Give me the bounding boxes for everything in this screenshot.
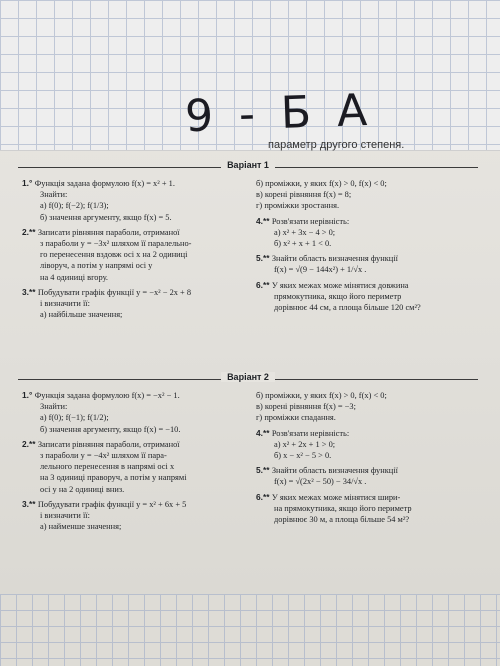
task-item: [22, 227, 250, 283]
task-item: [256, 492, 484, 526]
task-text: б) проміжки, у яких f(x) > 0, f(x) < 0;: [256, 179, 387, 188]
task-text: а) f(0); f(−2); f(1/3);: [40, 201, 109, 211]
task-text: Розв'язати нерівність:: [271, 216, 350, 226]
task-text: і визначити її:: [40, 299, 90, 309]
task-item: [256, 178, 484, 212]
task-line: [256, 216, 484, 227]
task-item: [256, 216, 484, 250]
task-number: 1.°: [22, 178, 35, 188]
task-text: Знайти:: [40, 402, 68, 412]
task-line: [256, 253, 484, 264]
task-text: Знайти:: [40, 190, 68, 200]
task-text: f(x) = √(2x² − 50) − 34/√x .: [274, 477, 367, 487]
task-line: [22, 238, 250, 249]
task-line: [256, 428, 484, 439]
task-text: б) проміжки, у яких f(x) > 0, f(x) < 0;: [256, 391, 387, 400]
task-text: а) x² + 3x − 4 > 0;: [274, 227, 336, 237]
task-text: осі y на 2 одиниці вниз.: [40, 484, 125, 494]
task-line: [22, 499, 250, 510]
task-text: а) x² + 2x + 1 > 0;: [274, 439, 336, 449]
task-item: [256, 465, 484, 487]
task-line: [22, 510, 250, 521]
task-text: і визначити її:: [40, 511, 90, 521]
task-line: [22, 260, 250, 271]
task-line: [256, 465, 484, 476]
task-item: [256, 428, 484, 462]
task-line: [22, 472, 250, 483]
task-text: f(x) = √(9 − 144x²) + 1/√x .: [274, 265, 367, 275]
notebook-paper: [0, 0, 500, 151]
task-line: [256, 200, 484, 211]
variant-1-right-column: [256, 178, 484, 317]
task-item: [256, 390, 484, 424]
task-item: [22, 287, 250, 321]
task-line: [22, 272, 250, 283]
task-line: [256, 227, 484, 238]
task-line: [22, 309, 250, 320]
task-text: прямокутника, якщо його периметр: [274, 291, 402, 301]
task-line: [22, 390, 250, 401]
task-line: [256, 189, 484, 200]
task-line: [256, 280, 484, 291]
task-number: 3.**: [22, 498, 38, 509]
task-number: 4.**: [256, 215, 272, 226]
task-number: 5.**: [256, 465, 272, 476]
task-text: лельного перенесення в напрямі осі x: [40, 462, 175, 472]
task-item: [256, 280, 484, 314]
task-number: 3.**: [22, 286, 38, 297]
task-line: [22, 401, 250, 412]
variant-1-left-column: [22, 178, 250, 324]
task-text: Знайти область визначення функції: [271, 466, 398, 476]
notebook-paper-bottom: [0, 594, 500, 666]
task-text: б) значення аргументу, якщо f(x) = −10.: [40, 424, 181, 434]
task-line: [256, 503, 484, 514]
handwritten-class-label: 9 - Б А: [184, 84, 374, 143]
variant-1-header: [18, 160, 478, 172]
task-line: [256, 238, 484, 249]
cut-off-text: параметр другого степеня.: [268, 139, 405, 151]
task-number: 6.**: [256, 279, 272, 290]
task-line: [256, 264, 484, 275]
task-text: Побудувати графік функції y = x² + 6x + 5: [37, 499, 187, 509]
task-text: б) значення аргументу, якщо f(x) = 5.: [40, 212, 172, 222]
variant-2-title: Варіант 2: [221, 372, 275, 382]
task-text: а) найменше значення;: [40, 522, 122, 532]
task-text: г) проміжки зростання.: [256, 201, 340, 211]
task-text: на 3 одиниці праворуч, а потім у напрямі: [40, 473, 187, 483]
task-line: [22, 227, 250, 238]
task-text: Записати рівняння параболи, отриманої: [37, 439, 180, 449]
task-line: [256, 401, 484, 412]
variant-2-left-column: [22, 390, 250, 536]
task-item: [256, 253, 484, 275]
task-text: ліворуч, а потім у напрямі осі y: [40, 261, 153, 271]
task-line: [22, 298, 250, 309]
task-line: [22, 424, 250, 435]
task-line: [256, 302, 484, 313]
task-text: а) f(0); f(−1); f(1/2);: [40, 413, 109, 423]
task-text: в) корені рівняння f(x) = 8;: [256, 190, 352, 200]
task-text: го перенесення вздовж осі x на 2 одиниці: [40, 250, 188, 260]
task-text: б) x² + x + 1 < 0.: [274, 239, 332, 249]
task-number: 4.**: [256, 427, 272, 438]
task-line: [22, 461, 250, 472]
task-number: 6.**: [256, 491, 272, 502]
task-line: [22, 439, 250, 450]
task-line: [22, 212, 250, 223]
task-text: Функція задана формулою f(x) = −x² − 1.: [34, 391, 180, 400]
task-line: [256, 291, 484, 302]
variant-2-right-column: [256, 390, 484, 529]
task-line: [256, 390, 484, 401]
task-text: в) корені рівняння f(x) = −3;: [256, 402, 356, 412]
task-line: [256, 514, 484, 525]
task-text: на прямокутника, якщо його периметр: [274, 503, 412, 513]
task-line: [256, 178, 484, 189]
task-item: [22, 439, 250, 495]
task-text: У яких межах може мінятися шири-: [271, 492, 401, 502]
variant-2-header: [18, 372, 478, 384]
task-text: Знайти область визначення функції: [271, 254, 398, 264]
task-line: [256, 439, 484, 450]
task-text: дорівнює 30 м, а площа більше 54 м²?: [274, 515, 410, 525]
task-text: Побудувати графік функції y = −x² − 2x + 8: [37, 287, 192, 297]
task-line: [22, 287, 250, 298]
task-number: 1.°: [22, 390, 35, 400]
task-line: [22, 178, 250, 189]
task-line: [22, 189, 250, 200]
task-text: г) проміжки спадання.: [256, 413, 336, 423]
task-item: [22, 499, 250, 533]
task-text: дорівнює 44 см, а площа більше 120 см²?: [274, 303, 421, 313]
task-line: [256, 476, 484, 487]
task-line: [22, 521, 250, 532]
task-line: [22, 484, 250, 495]
task-line: [22, 412, 250, 423]
task-line: [256, 492, 484, 503]
task-text: У яких межах може мінятися довжина: [271, 280, 409, 290]
task-line: [256, 450, 484, 461]
task-line: [22, 200, 250, 211]
task-number: 2.**: [22, 226, 38, 237]
task-text: б) x − x² − 5 > 0.: [274, 451, 332, 461]
task-line: [22, 249, 250, 260]
task-line: [22, 450, 250, 461]
task-text: а) найбільше значення;: [40, 310, 123, 320]
task-number: 5.**: [256, 253, 272, 264]
task-item: [22, 178, 250, 223]
variant-1-title: Варіант 1: [221, 160, 275, 170]
task-number: 2.**: [22, 438, 38, 449]
task-text: з параболи y = −4x² шляхом її пара-: [40, 451, 167, 461]
task-line: [256, 412, 484, 423]
task-text: на 4 одиниці вгору.: [40, 272, 109, 282]
task-text: Функція задана формулою f(x) = x² + 1.: [34, 179, 175, 188]
task-text: з параболи y = −3x² шляхом її паралельно-: [40, 239, 192, 249]
task-text: Записати рівняння параболи, отриманої: [37, 227, 180, 237]
task-item: [22, 390, 250, 435]
task-text: Розв'язати нерівність:: [271, 428, 350, 438]
